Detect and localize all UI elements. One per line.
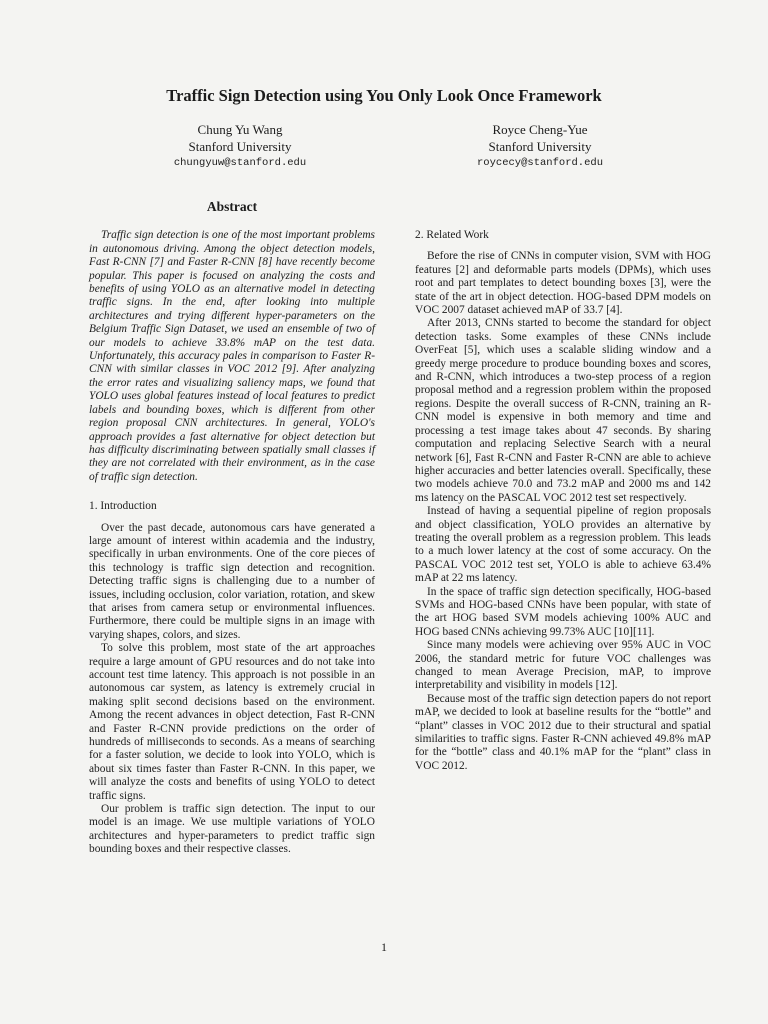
related-paragraph: Before the rise of CNNs in computer vision, SVM with HOG features [2] and deformable parts models (DPMs), which uses root and part templates to detect bounding boxes [3], were the state of the art in object detection. HOG-based DPM models on VOC 2007 dataset achieved mAP of 33.7 [4]. <box>415 250 711 317</box>
page-number: 1 <box>381 940 387 954</box>
intro-paragraph: Over the past decade, autonomous cars have generated a large amount of interest within academia and the industry, specifically in urban environments. One of the core pieces of this technology is traffic sign detection and recognition. Detecting traffic signs is challenging due to a number of issues, including occlusion, color variation, rotation, and skew that arises from camera setup or environmental influences. Furthermore, there could be multiple signs in an image with varying shapes, colors, and sizes. <box>89 521 375 641</box>
related-paragraph: Because most of the traffic sign detection papers do not report mAP, we decided to look at baseline results for the “bottle” and “plant” classes in VOC 2012 due to their structural and spatial similarities to traffic signs. Faster R-CNN achieved 49.8% mAP for the “bottle” class and 40.1% mAP for the “plant” class in VOC 2012. <box>415 692 711 772</box>
abstract-text: Traffic sign detection is one of the most important problems in autonomous driving. Among the object detection models, Fast R-CNN [7] and Faster R-CNN [8] have recently become popular. This paper is focused on analyzing the costs and benefits of using YOLO as an alternative model in detecting traffic signs. In the end, after looking into multiple architectures and trying different hyper-parameters on the Belgium Traffic Sign Dataset, we used an ensemble of two of our models to achieve 33.8% mAP on the test data. Unfortunately, this accuracy pales in comparison to Faster R-CNN with similar classes in VOC 2012 [9]. After analyzing the error rates and visualizing saliency maps, we found that YOLO uses global features instead of local features to predict labels and bounding boxes, which is different from other region proposal CNN architectures. In general, YOLO's approach provides a fast alternative for object detection but has difficulty discriminating between spatially small classes if they are not correlated with their environment, as in the case of traffic sign detection. <box>89 229 375 483</box>
abstract-heading: Abstract <box>206 199 258 214</box>
intro-paragraph: To solve this problem, most state of the art approaches require a large amount of GPU resources and do not take into account test time latency. This approach is not possible in an autonomous car system, as latency is extremely crucial in making split second decisions based on the environment. Among the recent advances in object detection, Fast R-CNN and Faster R-CNN provide predictions on the order of hundreds of milliseconds to seconds. As a means of searching for a faster solution, we decide to look into YOLO, which is about six times faster than Faster R-CNN. In this paper, we will analyze the costs and benefits of using YOLO to detect traffic signs. <box>89 642 375 802</box>
author-affiliation: Stanford University <box>488 139 592 154</box>
author-block-1 <box>90 121 390 172</box>
related-paragraph: In the space of traffic sign detection specifically, HOG-based SVMs and HOG-based CNNs have been popular, with state of the art HOG based SVM models achieving 100% AUC and HOG based CNNs achieving 99.73% AUC [10][11]. <box>415 585 711 638</box>
related-paragraph: Since many models were achieving over 95% AUC in VOC 2006, the standard metric for future VOC challenges was changed to mean Average Precision, mAP, to improve interpretability and visibility in models [12]. <box>415 639 711 692</box>
left-column <box>89 200 375 857</box>
right-column <box>415 229 711 773</box>
author-email: roycecy@stanford.edu <box>476 157 604 169</box>
related-paragraph: Instead of having a sequential pipeline of region proposals and object classification, YOLO provides an alternative by treating the overall problem as a regression problem. This leads to a much lower latency at the cost of some accuracy. On the PASCAL VOC 2012 test set, YOLO is able to achieve 63.4% mAP at 22 ms latency. <box>415 505 711 585</box>
author-affiliation: Stanford University <box>188 139 292 154</box>
author-block-2 <box>390 121 690 172</box>
section-heading-introduction: 1. Introduction <box>89 500 157 513</box>
author-email: chungyuw@stanford.edu <box>173 157 307 169</box>
author-name: Chung Yu Wang <box>197 122 283 137</box>
paper-title: Traffic Sign Detection using You Only Look Once Framework <box>166 86 602 105</box>
author-name: Royce Cheng-Yue <box>492 122 588 137</box>
section-heading-related-work: 2. Related Work <box>415 229 489 241</box>
intro-paragraph: Our problem is traffic sign detection. The input to our model is an image. We use multiple variations of YOLO architectures and hyper-parameters to predict traffic sign bounding boxes and their respective classes. <box>89 803 375 856</box>
related-paragraph: After 2013, CNNs started to become the standard for object detection tasks. Some examples of these CNNs include OverFeat [5], which uses a scalable sliding window and a greedy merge procedure to produce bounding boxes and scores, and R-CNN, which introduces a two-step process of a region proposal method and a regression problem within the proposed regions. Despite the overall success of R-CNN, training an R-CNN model is expensive in both memory and time and processing a test image takes about 47 seconds. By sharing computation and replacing Selective Search with a neural network [6], Fast R-CNN and Faster R-CNN are able to achieve higher accuracies and better latencies overall. Specifically, these two models achieve 70.0 and 73.2 mAP and 2000 ms and 142 ms latency on the PASCAL VOC 2012 test set respectively. <box>415 317 711 504</box>
